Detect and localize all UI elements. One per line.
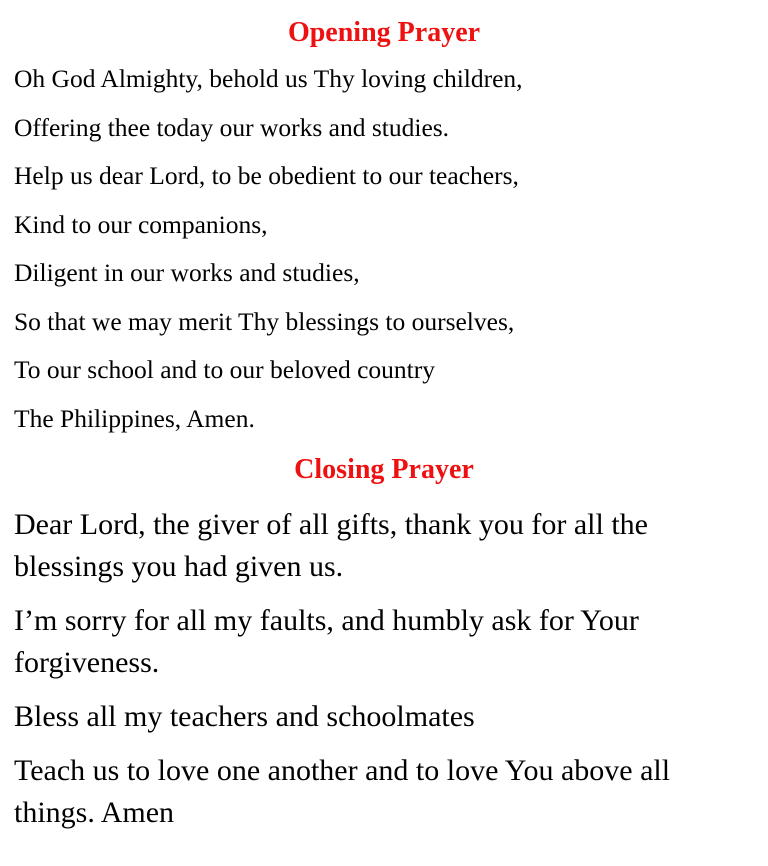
opening-prayer-line: Help us dear Lord, to be obedient to our teachers,: [14, 161, 519, 190]
closing-prayer-paragraph: Bless all my teachers and schoolmates: [14, 700, 475, 733]
opening-prayer-line: So that we may merit Thy blessings to ourselves,: [14, 306, 515, 336]
opening-prayer-title: Opening Prayer: [287, 17, 481, 48]
opening-prayer-lines: [14, 64, 754, 452]
opening-prayer-line: Kind to our companions,: [14, 209, 268, 239]
closing-prayer-paragraph: Teach us to love one another and to love You above all things. Amen: [14, 754, 671, 829]
closing-prayer-paragraph: I’m sorry for all my faults, and humbly ask for Your forgiveness.: [14, 604, 639, 679]
opening-prayer-line: To our school and to our beloved country: [14, 355, 435, 384]
closing-prayer-title: Closing Prayer: [294, 454, 474, 485]
opening-prayer-line: Oh God Almighty, behold us Thy loving children,: [14, 64, 523, 93]
closing-prayer-body: [14, 504, 754, 834]
opening-prayer-line: Offering thee today our works and studies.: [14, 112, 450, 142]
opening-prayer-line: The Philippines, Amen.: [14, 403, 255, 433]
closing-prayer-paragraph: Dear Lord, the giver of all gifts, thank you for all the blessings you had given us.: [14, 508, 648, 583]
opening-prayer-line: Diligent in our works and studies,: [14, 258, 360, 287]
